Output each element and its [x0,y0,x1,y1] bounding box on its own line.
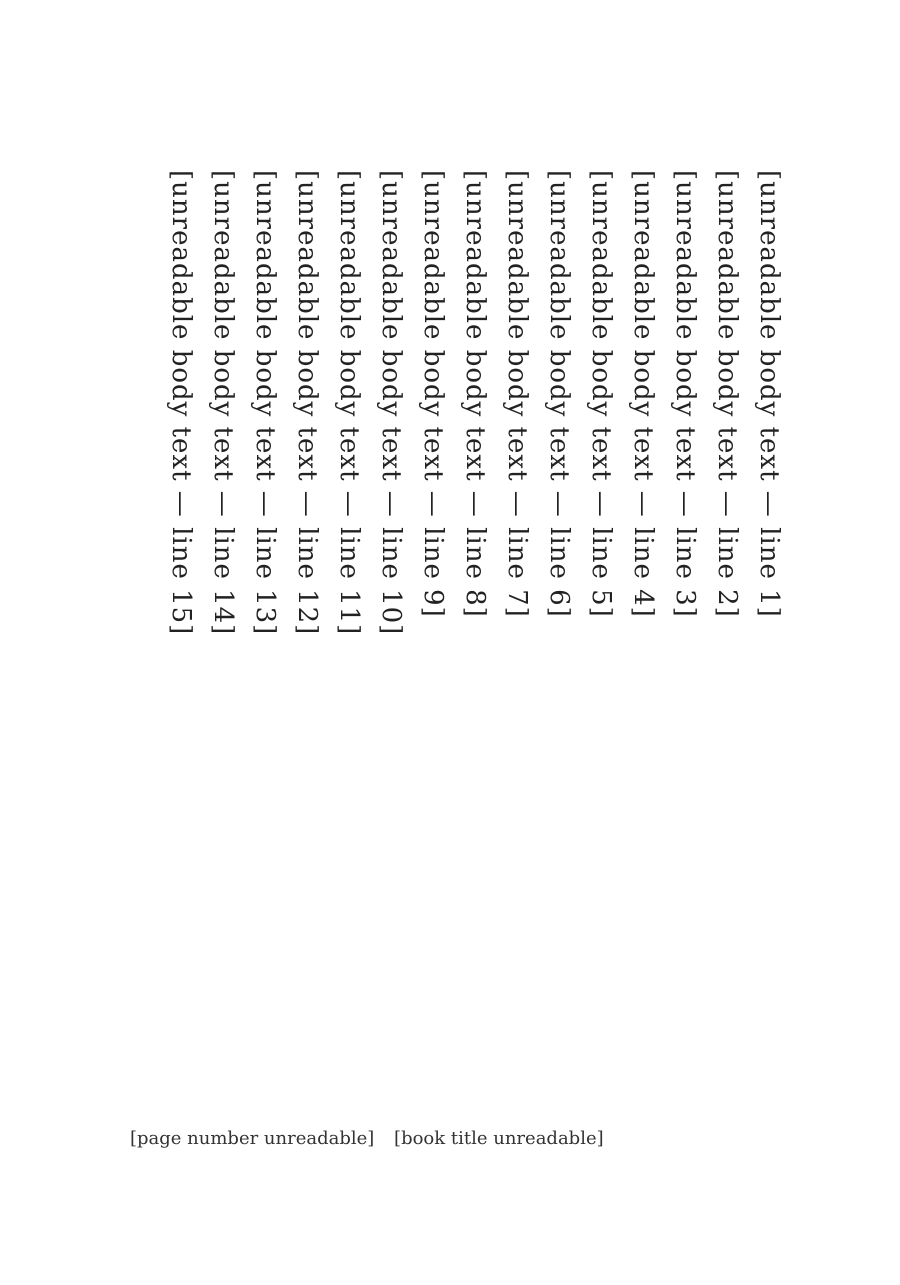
body-line-1: [unreadable body text — line 1] [754,170,784,618]
body-line-15: [unreadable body text — line 15] [166,170,196,636]
page-footer [130,1128,604,1149]
body-line-6: [unreadable body text — line 6] [544,170,574,618]
body-line-11: [unreadable body text — line 11] [334,170,364,636]
body-line-3: [unreadable body text — line 3] [670,170,700,618]
body-line-14: [unreadable body text — line 14] [208,170,238,636]
body-line-10: [unreadable body text — line 10] [376,170,406,636]
body-line-8: [unreadable body text — line 8] [460,170,490,618]
book-title: [book title unreadable] [394,1128,604,1149]
body-line-7: [unreadable body text — line 7] [502,170,532,618]
body-line-13: [unreadable body text — line 13] [250,170,280,636]
body-line-2: [unreadable body text — line 2] [712,170,742,618]
body-text [110,170,790,1050]
body-line-9: [unreadable body text — line 9] [418,170,448,618]
page-number: [page number unreadable] [130,1128,375,1149]
body-line-5: [unreadable body text — line 5] [586,170,616,618]
body-line-4: [unreadable body text — line 4] [628,170,658,618]
body-line-12: [unreadable body text — line 12] [292,170,322,636]
